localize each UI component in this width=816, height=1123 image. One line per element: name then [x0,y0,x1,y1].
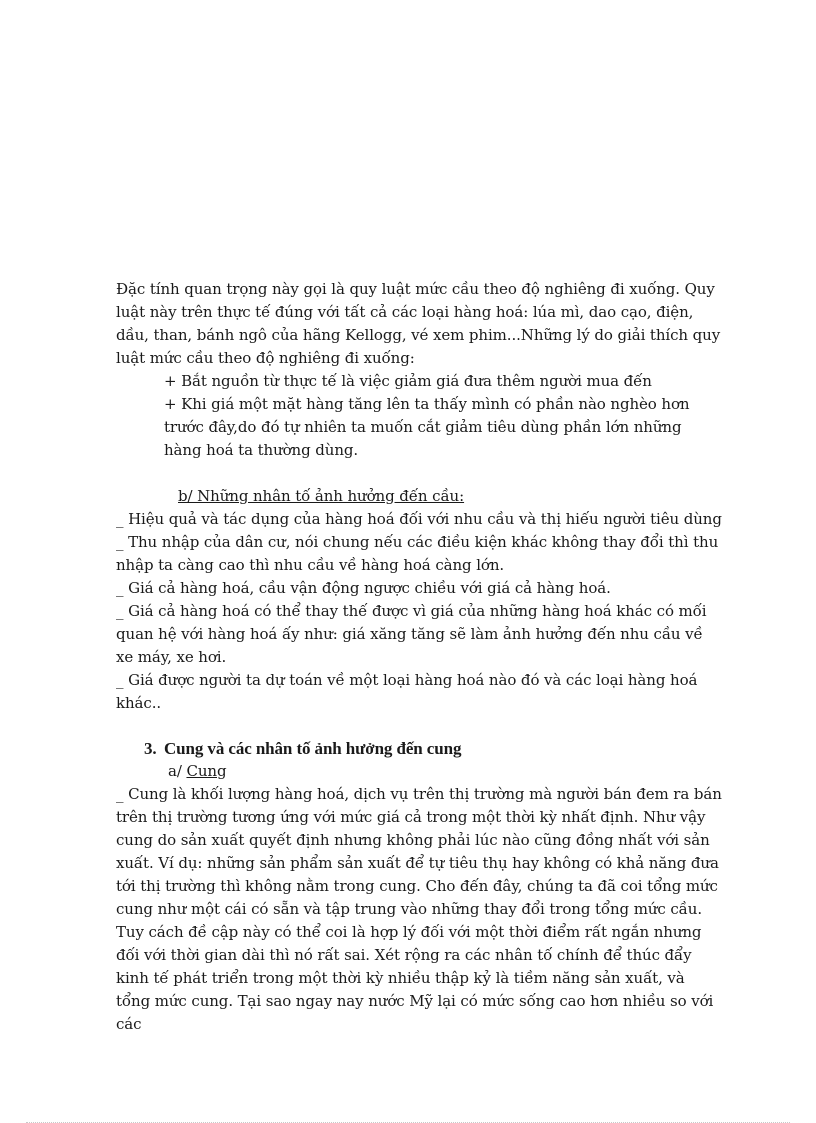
reason-item-2-text: + Khi giá một mặt hàng tăng lên ta thấy mình có phần nào nghèo hơn trước đây,do đó tự nhiên ta muốn cắt giảm tiêu dùng phần lớn những hàng hoá ta thường dùng. [164,395,690,459]
reason-item-2 [116,393,722,462]
factor-item: _ Giá cả hàng hoá, cầu vận động ngược chiều với giá cả hàng hoá. [116,579,611,597]
reason-item-1: + Bắt nguồn từ thực tế là việc giảm giá đưa thêm người mua đến [164,372,652,390]
factor-item: _ Thu nhập của dân cư, nói chung nếu các điều kiện khác không thay đổi thì thu nhập ta càng cao thì nhu cầu về hàng hoá càng lớn. [116,533,719,574]
factor-item: _ Giá được người ta dự toán về một loại hàng hoá nào đó và các loại hàng hoá khác.. [116,671,698,712]
factor-item: _ Hiệu quả và tác dụng của hàng hoá đối với nhu cầu và thị hiếu người tiêu dùng [116,510,722,528]
document-body [116,278,722,1036]
section-3-number: 3. [144,739,157,758]
supply-paragraph: _ Cung là khối lượng hàng hoá, dịch vụ trên thị trường mà người bán đem ra bán trên thị trường tương ứng với mức giá cả trong một thời kỳ nhất định. Như vậy cung do sản xuất quyết định nhưng không phải lúc nào cũng đồng nhất với sản xuất. Ví dụ: những sản phẩm sản xuất để tự tiêu thụ hay không có khả năng đưa tới thị trường thì không nằm trong cung. Cho đến đây, chúng ta đã coi tổng mức cung như một cái có sẵn và tập trung vào những thay đổi trong tổng mức cầu. Tuy cách đề cập này có thể coi là hợp lý đối với một thời điểm rất ngắn nhưng đối với thời gian dài thì nó rất sai. Xét rộng ra các nhân tố chính để thúc đẩy kinh tế phát triển trong một thời kỳ nhiều thập kỷ là tiềm năng sản xuất, và tổng mức cung. Tại sao ngay nay nước Mỹ lại có mức sống cao hơn nhiều so với các [116,785,722,1033]
section-3-title: Cung và các nhân tố ảnh hưởng đến cung [164,739,462,758]
section-3-heading [116,737,722,760]
paragraph-gap [116,462,722,485]
supply-sub-label: Cung [186,762,227,780]
factors-heading: b/ Những nhân tố ảnh hưởng đến cầu: [178,487,465,505]
supply-subheading [116,760,722,783]
intro-paragraph: Đặc tính quan trọng này gọi là quy luật mức cầu theo độ nghiêng đi xuống. Quy luật này trên thực tế đúng với tất cả các loại hàng hoá: lúa mì, dao cạo, điện, dầu, than, bánh ngô của hãng Kellogg, vé xem phim...Những lý do giải thích quy luật mức cầu theo độ nghiêng đi xuống: [116,280,721,367]
supply-sub-prefix: a/ [168,762,187,780]
factor-item: _ Giá cả hàng hoá có thể thay thế được vì giá của những hàng hoá khác có mối quan hệ với hàng hoá ấy như: giá xăng tăng sẽ làm ảnh hưởng đến nhu cầu về xe máy, xe hơi. [116,602,707,666]
